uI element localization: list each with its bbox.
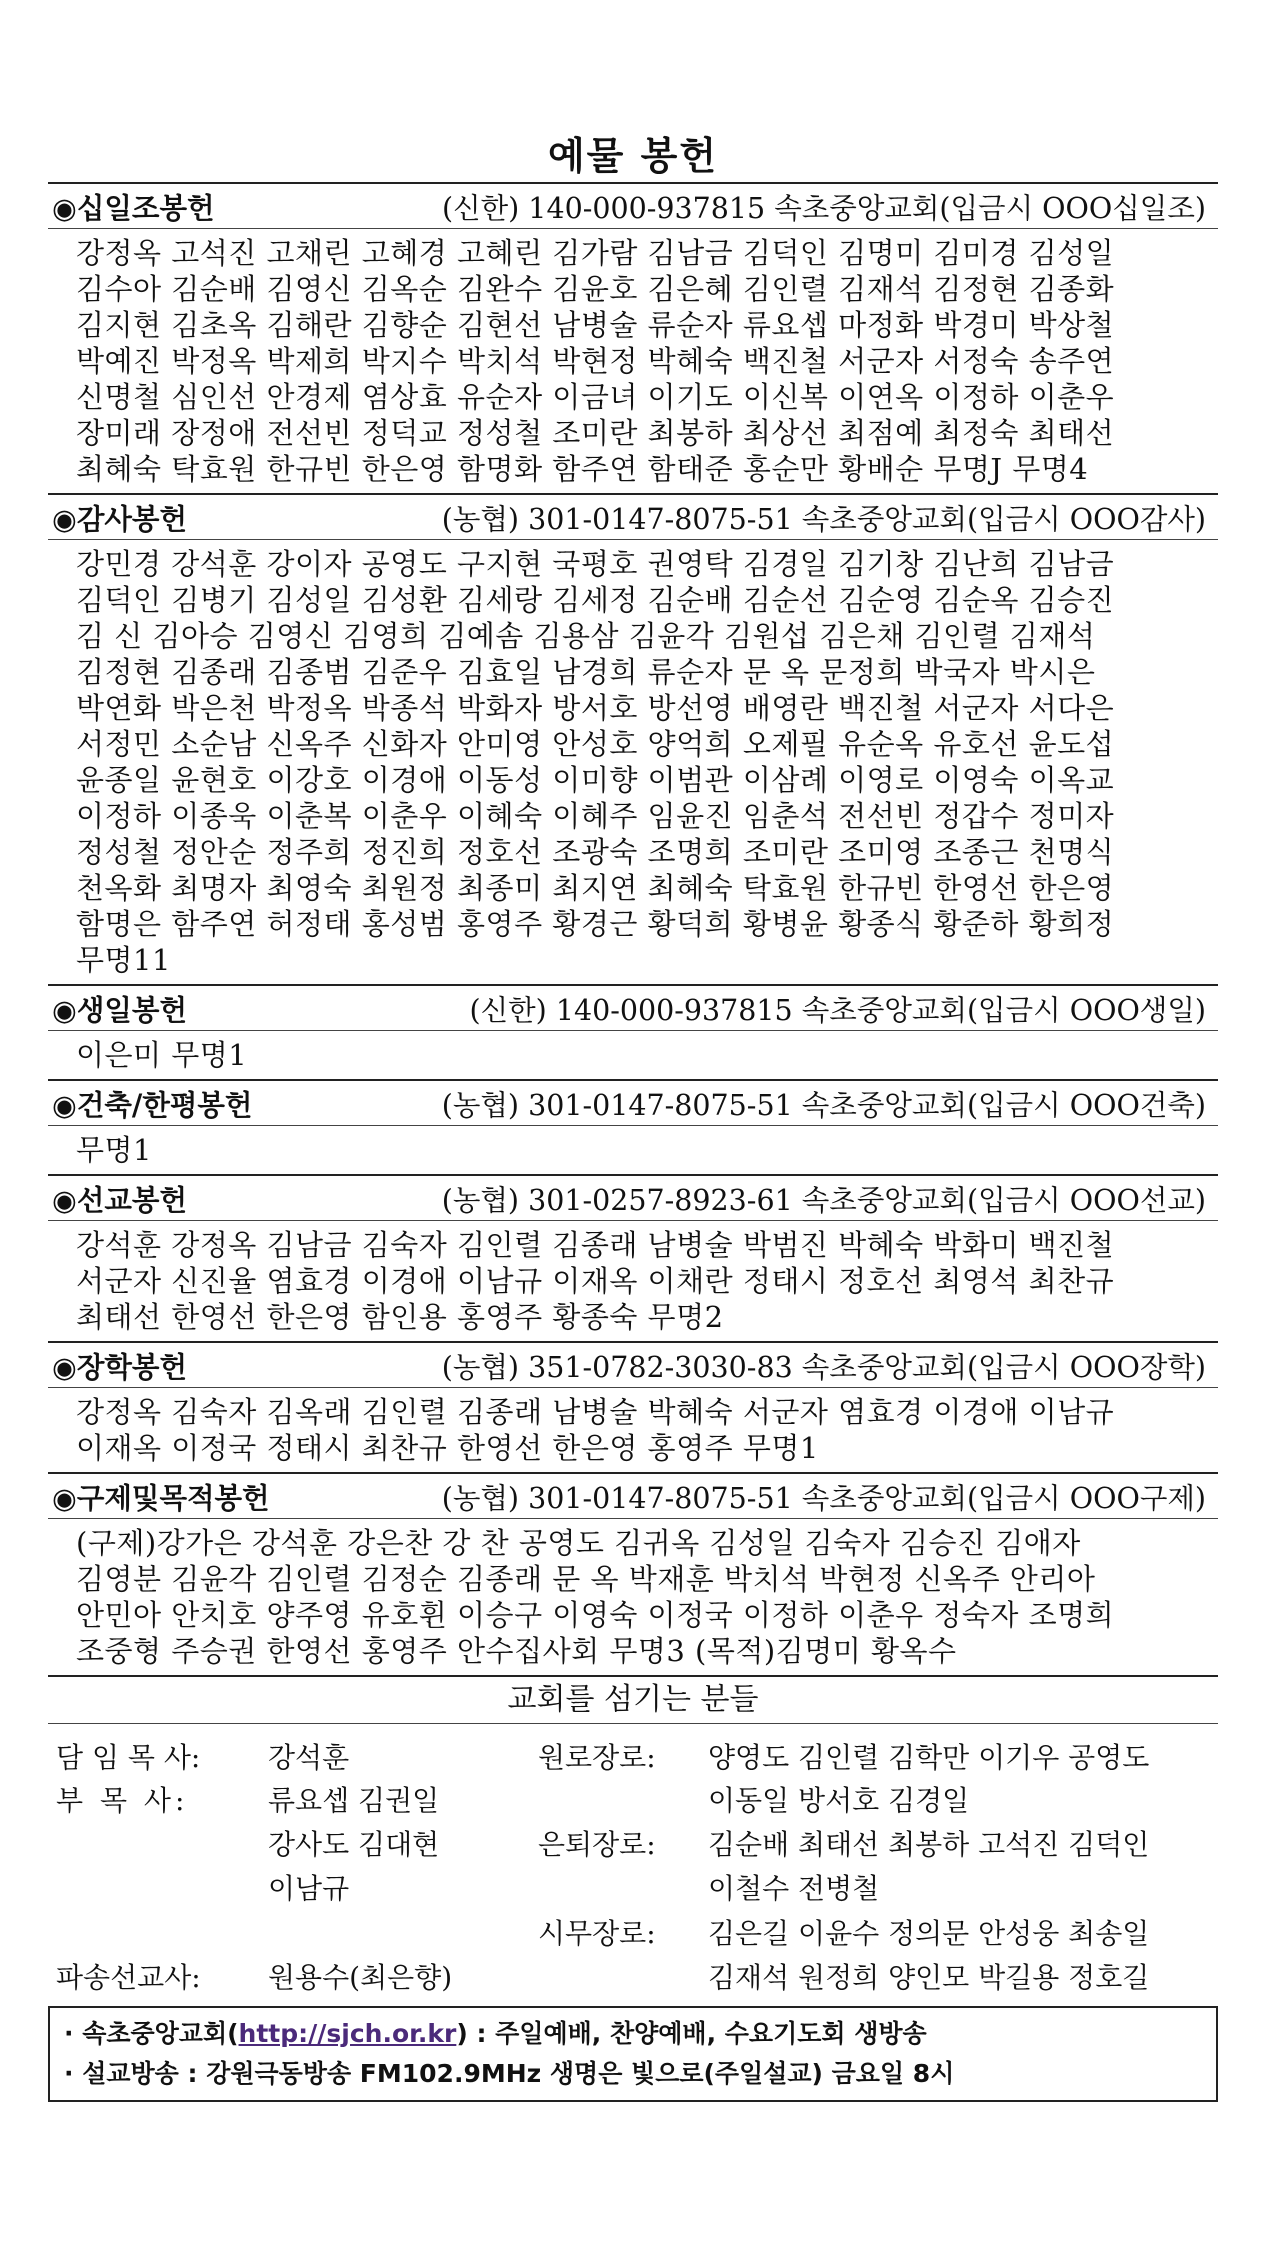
staff-list <box>48 1724 1218 1994</box>
section-header <box>48 1174 1218 1221</box>
donor-row: 장미래 장정애 전선빈 정덕교 정성철 조미란 최봉하 최상선 최점예 최정숙 최태선 <box>76 416 1115 450</box>
broadcast-line-1-suffix: ) : 주일예배, 찬양예배, 수요기도회 생방송 <box>456 2019 927 2048</box>
retired-elder-1: 김순배 최태선 최봉하 고석진 김덕인 <box>708 1828 1150 1861</box>
section-header <box>48 182 1218 229</box>
donor-row: 박예진 박정옥 박제희 박지수 박치석 박현정 박혜숙 백진철 서군자 서정숙 송주연 <box>76 344 1115 378</box>
donor-names <box>48 1031 1218 1079</box>
church-website-link[interactable]: http://sjch.or.kr <box>238 2019 457 2048</box>
broadcast-line-1 <box>64 2014 1204 2054</box>
donor-names <box>48 1519 1218 1675</box>
broadcast-line-1-prefix: · 속초중앙교회( <box>64 2019 239 2048</box>
donor-row: 이은미 무명1 <box>76 1038 248 1072</box>
bank-account: (신한) 140-000-937815 속초중앙교회(입금시 OOO십일조) <box>441 191 1206 225</box>
section-title: ◉구제및목적봉헌 <box>52 1480 270 1515</box>
donor-names <box>48 540 1218 984</box>
donor-row: 서정민 소순남 신옥주 신화자 안미영 안성호 양억희 오제필 유순옥 유호선 윤도섭 <box>76 727 1115 761</box>
section-title: ◉십일조봉헌 <box>52 190 215 225</box>
donor-row: 최태선 한영선 한은영 함인용 홍영주 황종숙 무명2 <box>76 1300 724 1334</box>
donor-row: 윤종일 윤현호 이강호 이경애 이동성 이미향 이범관 이삼례 이영로 이영숙 이옥교 <box>76 763 1115 797</box>
elder-emeritus-2: 이동일 방서호 김경일 <box>708 1784 970 1817</box>
section-header <box>48 493 1218 540</box>
donor-row: 강민경 강석훈 강이자 공영도 구지현 국평호 권영탁 김경일 김기창 김난희 김남금 <box>76 547 1115 581</box>
donor-row: 무명1 <box>76 1133 152 1167</box>
section-header <box>48 1472 1218 1519</box>
donor-row: 정성철 정안순 정주희 정진희 정호선 조광숙 조명희 조미란 조미영 조종근 천명식 <box>76 835 1115 869</box>
elder-emeritus-1: 양영도 김인렬 김학만 이기우 공영도 <box>708 1741 1150 1774</box>
missionary-label: 파송선교사: <box>56 1961 201 1994</box>
bank-account: (농협) 301-0147-8075-51 속초중앙교회(입금시 OOO감사) <box>441 502 1206 536</box>
associate-pastor-3: 이남규 <box>268 1872 350 1905</box>
staff-heading: 교회를 섬기는 분들 <box>48 1675 1218 1724</box>
offering-page <box>48 130 1218 2102</box>
donor-row: 조중형 주승권 한영선 홍영주 안수집사회 무명3 (목적)김명미 황옥수 <box>76 1634 957 1668</box>
associate-pastor-1: 류요셉 김권일 <box>268 1784 440 1817</box>
donor-row: 이정하 이종욱 이춘복 이춘우 이혜숙 이혜주 임윤진 임춘석 전선빈 정갑수 정미자 <box>76 799 1115 833</box>
section-title: ◉장학봉헌 <box>52 1349 187 1384</box>
elder-emeritus-label: 원로장로: <box>538 1741 656 1774</box>
active-elder-1: 김은길 이윤수 정의문 안성웅 최송일 <box>708 1917 1150 1950</box>
donor-row: 김 신 김아승 김영신 김영희 김예솜 김용삼 김윤각 김원섭 김은채 김인렬 김재석 <box>76 619 1096 653</box>
bank-account: (농협) 301-0147-8075-51 속초중앙교회(입금시 OOO건축) <box>441 1088 1206 1122</box>
bank-account: (신한) 140-000-937815 속초중앙교회(입금시 OOO생일) <box>469 993 1206 1027</box>
donor-row: 이재옥 이정국 정태시 최찬규 한영선 한은영 홍영주 무명1 <box>76 1431 819 1465</box>
donor-names <box>48 1388 1218 1472</box>
donor-row: 김수아 김순배 김영신 김옥순 김완수 김윤호 김은혜 김인렬 김재석 김정현 김종화 <box>76 272 1115 306</box>
donor-row: 안민아 안치호 양주영 유호휜 이승구 이영숙 이정국 이정하 이춘우 정숙자 조명희 <box>76 1598 1115 1632</box>
active-elder-2: 김재석 원정희 양인모 박길용 정호길 <box>708 1961 1150 1994</box>
donor-row: 박연화 박은천 박정옥 박종석 박화자 방서호 방선영 배영란 백진철 서군자 서다은 <box>76 691 1115 725</box>
broadcast-line-2: · 설교방송 : 강원극동방송 FM102.9MHz 생명은 빛으로(주일설교) 금요일 8시 <box>64 2059 955 2088</box>
donor-row: 강석훈 강정옥 김남금 김숙자 김인렬 김종래 남병술 박범진 박혜숙 박화미 백진철 <box>76 1228 1115 1262</box>
broadcast-info-box <box>48 2006 1218 2102</box>
section-header <box>48 1079 1218 1126</box>
bank-account: (농협) 301-0257-8923-61 속초중앙교회(입금시 OOO선교) <box>441 1183 1206 1217</box>
section-title: ◉생일봉헌 <box>52 992 187 1027</box>
section-title: ◉감사봉헌 <box>52 501 187 536</box>
donor-names <box>48 229 1218 493</box>
donor-names <box>48 1221 1218 1341</box>
donor-row: 최혜숙 탁효원 한규빈 한은영 함명화 함주연 함태준 홍순만 황배순 무명J 무명4 <box>76 452 1089 486</box>
section-header <box>48 984 1218 1031</box>
retired-elder-2: 이철수 전병철 <box>708 1872 880 1905</box>
section-title: ◉건축/한평봉헌 <box>52 1087 253 1122</box>
donor-row: 강정옥 김숙자 김옥래 김인렬 김종래 남병술 박혜숙 서군자 염효경 이경애 이남규 <box>76 1395 1115 1429</box>
bank-account: (농협) 301-0147-8075-51 속초중앙교회(입금시 OOO구제) <box>441 1481 1206 1515</box>
page-title: 예물 봉헌 <box>547 133 719 178</box>
bank-account: (농협) 351-0782-3030-83 속초중앙교회(입금시 OOO장학) <box>441 1350 1206 1384</box>
donor-row: 김지현 김초옥 김해란 김향순 김현선 남병술 류순자 류요셉 마정화 박경미 박상철 <box>76 308 1115 342</box>
section-header <box>48 1341 1218 1388</box>
missionary: 원용수(최은향) <box>268 1961 453 1994</box>
donor-row: 무명11 <box>76 943 171 977</box>
offering-sections <box>48 182 1218 1675</box>
donor-row: 김정현 김종래 김종범 김준우 김효일 남경희 류순자 문 옥 문정희 박국자 박시은 <box>76 655 1096 689</box>
active-elder-label: 시무장로: <box>538 1917 656 1950</box>
donor-names <box>48 1126 1218 1174</box>
associate-pastor-label: 부 목 사: <box>56 1784 189 1817</box>
donor-row: (구제)강가은 강석훈 강은찬 강 찬 공영도 김귀옥 김성일 김숙자 김승진 김애자 <box>76 1526 1081 1560</box>
donor-row: 함명은 함주연 허정태 홍성범 홍영주 황경근 황덕희 황병윤 황종식 황준하 황희정 <box>76 907 1115 941</box>
retired-elder-label: 은퇴장로: <box>538 1828 656 1861</box>
donor-row: 신명철 심인선 안경제 염상효 유순자 이금녀 이기도 이신복 이연옥 이정하 이춘우 <box>76 380 1115 414</box>
senior-pastor-label: 담 임 목 사: <box>56 1741 201 1774</box>
donor-row: 서군자 신진율 염효경 이경애 이남규 이재옥 이채란 정태시 정호선 최영석 최찬규 <box>76 1264 1115 1298</box>
associate-pastor-2: 강사도 김대현 <box>268 1828 440 1861</box>
donor-row: 김영분 김윤각 김인렬 김정순 김종래 문 옥 박재훈 박치석 박현정 신옥주 안리아 <box>76 1562 1096 1596</box>
section-title: ◉선교봉헌 <box>52 1182 187 1217</box>
donor-row: 강정옥 고석진 고채린 고혜경 고혜린 김가람 김남금 김덕인 김명미 김미경 김성일 <box>76 236 1115 270</box>
donor-row: 천옥화 최명자 최영숙 최원정 최종미 최지연 최혜숙 탁효원 한규빈 한영선 한은영 <box>76 871 1115 905</box>
senior-pastor: 강석훈 <box>268 1741 350 1774</box>
donor-row: 김덕인 김병기 김성일 김성환 김세랑 김세정 김순배 김순선 김순영 김순옥 김승진 <box>76 583 1115 617</box>
